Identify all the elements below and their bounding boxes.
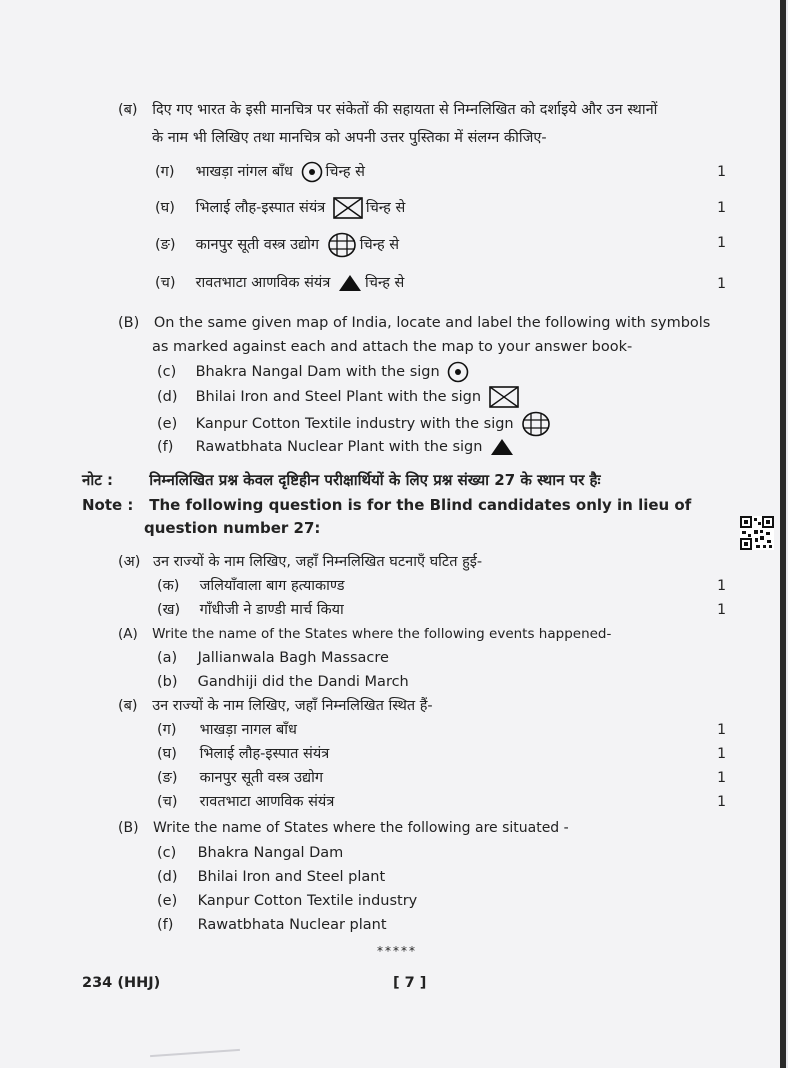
part-b-hindi-label: (ब) [118, 102, 138, 118]
part-b-english-label: (B) [118, 315, 140, 331]
blind-a-hindi-heading: (अ) उन राज्यों के नाम लिखिए, जहाँ निम्नलिखित घटनाएँ घटित हुई- [118, 554, 483, 570]
hindi-map-item: (ङ) कानपुर सूती वस्त्र उद्योग चिन्ह से [155, 232, 399, 258]
marks: 1 [717, 235, 726, 251]
blind-b-hindi-item: (ङ) कानपुर सूती वस्त्र उद्योग [157, 770, 324, 786]
blind-b-english-heading: (B) Write the name of States where the following are situated - [118, 820, 569, 836]
blind-a-hindi-item: (ख) गाँधीजी ने डाण्डी मार्च किया [157, 602, 344, 618]
part-b-english-heading: (B) On the same given map of India, locate and label the following with symbols [118, 315, 711, 331]
qr-code-icon [740, 516, 774, 550]
blind-b-english-item: (d) Bhilai Iron and Steel plant [157, 869, 386, 885]
grid-globe-icon [327, 232, 357, 258]
page-number: [ 7 ] [393, 975, 427, 991]
blind-a-english-item: (a) Jallianwala Bagh Massacre [157, 650, 389, 666]
crossed-box-icon [489, 386, 519, 408]
hindi-map-item: (घ) भिलाई लौह-इस्पात संयंत्र चिन्ह से [155, 197, 405, 219]
part-b-hindi-line2: के नाम भी लिखिए तथा मानचित्र को अपनी उत्तर पुस्तिका में संलग्न कीजिए- [152, 130, 547, 146]
blind-a-english-item: (b) Gandhiji did the Dandi March [157, 674, 409, 690]
part-b-english-line2: as marked against each and attach the map to your answer book- [152, 339, 633, 355]
note-english: Note : The following question is for the Blind candidates only in lieu of [82, 496, 692, 514]
grid-globe-icon [521, 411, 551, 437]
hindi-map-item: (ग) भाखड़ा नांगल बाँध चिन्ह से [155, 161, 365, 183]
hindi-map-item: (च) रावतभाटा आणविक संयंत्र चिन्ह से [155, 275, 405, 291]
english-map-item: (c) Bhakra Nangal Dam with the sign [157, 361, 472, 383]
marks: 1 [717, 794, 726, 810]
scan-mark [150, 1049, 240, 1057]
dot-circle-icon [447, 361, 469, 383]
english-map-item: (e) Kanpur Cotton Textile industry with the sign [157, 411, 554, 437]
triangle-icon [490, 438, 514, 456]
marks: 1 [717, 578, 726, 594]
blind-b-hindi-item: (च) रावतभाटा आणविक संयंत्र [157, 794, 335, 810]
note-hindi: नोट : निम्नलिखित प्रश्न केवल दृष्टिहीन परीक्षार्थियों के लिए प्रश्न संख्या 27 के स्थान पर हैः [82, 471, 601, 489]
blind-b-english-item: (c) Bhakra Nangal Dam [157, 845, 344, 861]
part-b-hindi-heading [118, 100, 657, 120]
blind-a-hindi-item: (क) जलियाँवाला बाग हत्याकाण्ड [157, 578, 345, 594]
end-stars: ***** [377, 944, 417, 958]
paper-code: 234 (HHJ) [82, 975, 161, 991]
blind-b-english-item: (f) Rawatbhata Nuclear plant [157, 917, 387, 933]
blind-b-hindi-heading: (ब) उन राज्यों के नाम लिखिए, जहाँ निम्नलिखित स्थित हैं- [118, 698, 433, 714]
blind-a-english-heading: (A) Write the name of the States where the following events happened- [118, 626, 612, 642]
marks: 1 [717, 164, 726, 180]
dot-circle-icon [301, 161, 323, 183]
english-map-item: (f) Rawatbhata Nuclear Plant with the sign [157, 437, 517, 457]
english-map-item: (d) Bhilai Iron and Steel Plant with the sign [157, 386, 522, 408]
marks: 1 [717, 200, 726, 216]
marks: 1 [717, 770, 726, 786]
marks: 1 [717, 602, 726, 618]
crossed-box-icon [333, 197, 363, 219]
note-english-line2: question number 27: [144, 519, 321, 537]
blind-b-english-item: (e) Kanpur Cotton Textile industry [157, 893, 418, 909]
marks: 1 [717, 746, 726, 762]
blind-b-hindi-item: (ग) भाखड़ा नागल बाँध [157, 722, 297, 738]
triangle-icon [338, 274, 362, 292]
marks: 1 [717, 276, 726, 292]
blind-b-hindi-item: (घ) भिलाई लौह-इस्पात संयंत्र [157, 746, 330, 762]
part-b-hindi-line1: दिए गए भारत के इसी मानचित्र पर संकेतों की सहायता से निम्नलिखित को दर्शाइये और उन स्थानों [152, 102, 658, 118]
marks: 1 [717, 722, 726, 738]
